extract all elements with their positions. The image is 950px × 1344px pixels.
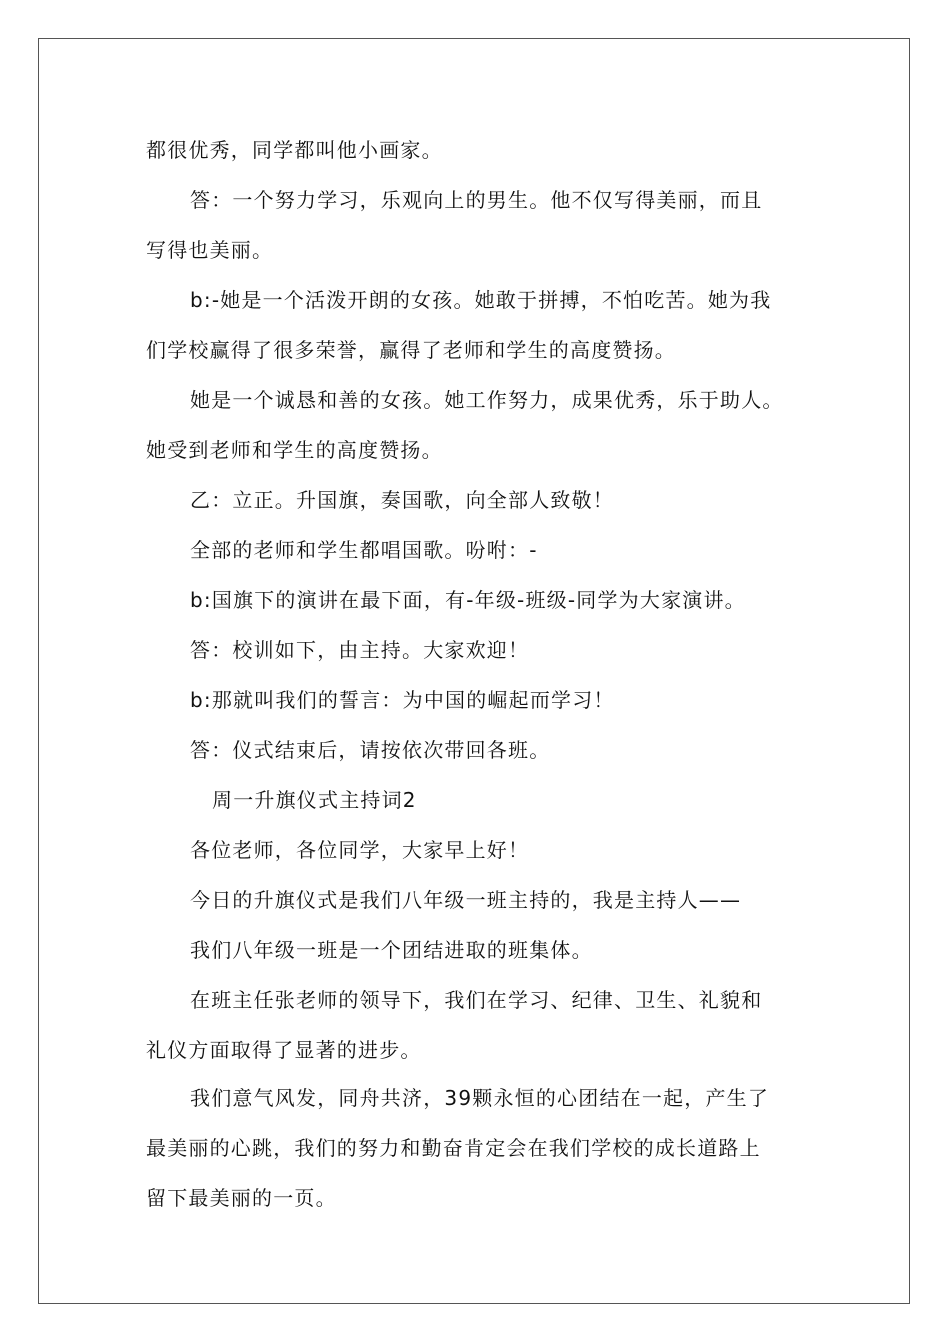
text-line: 乙：立正。升国旗，奏国歌，向全部人致敬！	[190, 488, 614, 512]
text-line: 写得也美丽。	[146, 238, 274, 262]
text-line: 我们意气风发，同舟共济，39颗永恒的心团结在一起，产生了	[190, 1086, 770, 1110]
text-line: 最美丽的心跳，我们的努力和勤奋肯定会在我们学校的成长道路上	[146, 1136, 761, 1160]
text-line: 礼仪方面取得了显著的进步。	[146, 1038, 422, 1062]
text-line: 答：一个努力学习，乐观向上的男生。他不仅写得美丽，而且	[190, 188, 763, 212]
text-line: b:那就叫我们的誓言：为中国的崛起而学习！	[190, 688, 615, 712]
text-line: 们学校赢得了很多荣誉，赢得了老师和学生的高度赞扬。	[146, 338, 676, 362]
page-frame	[38, 38, 910, 1304]
section-heading: 周一升旗仪式主持词2	[212, 788, 417, 812]
text-line: 我们八年级一班是一个团结进取的班集体。	[190, 938, 593, 962]
text-line: 在班主任张老师的领导下，我们在学习、纪律、卫生、礼貌和	[190, 988, 763, 1012]
text-line: 留下最美丽的一页。	[146, 1186, 337, 1210]
text-line: 她受到老师和学生的高度赞扬。	[146, 438, 443, 462]
text-line: b:国旗下的演讲在最下面，有-年级-班级-同学为大家演讲。	[190, 588, 746, 612]
text-line: 各位老师，各位同学，大家早上好！	[190, 838, 530, 862]
text-line: 今日的升旗仪式是我们八年级一班主持的，我是主持人——	[190, 888, 742, 912]
text-line: 她是一个诚恳和善的女孩。她工作努力，成果优秀，乐于助人。	[190, 388, 784, 412]
text-line: 都很优秀，同学都叫他小画家。	[146, 138, 443, 162]
text-line: 全部的老师和学生都唱国歌。吩咐：-	[190, 538, 538, 562]
text-line: b:-她是一个活泼开朗的女孩。她敢于拼搏，不怕吃苦。她为我	[190, 288, 772, 312]
text-line: 答：校训如下，由主持。大家欢迎！	[190, 638, 530, 662]
text-line: 答：仪式结束后，请按依次带回各班。	[190, 738, 551, 762]
